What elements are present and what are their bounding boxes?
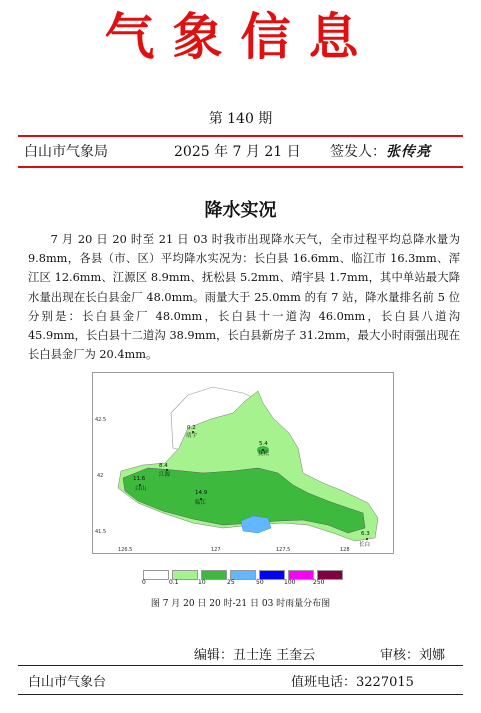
station-dot	[200, 498, 202, 500]
station-value: 5.4	[259, 441, 268, 447]
signer	[330, 141, 431, 161]
lat-tick: 42.5	[95, 417, 107, 423]
lon-tick: 127.5	[276, 547, 291, 553]
lon-tick: 126.5	[118, 547, 133, 553]
signer-label: 签发人：	[330, 144, 386, 160]
footer-divider-top	[18, 665, 463, 666]
station-dot	[166, 469, 168, 471]
legend-tick: 250	[313, 579, 325, 586]
lat-tick: 42	[97, 473, 104, 479]
footer-divider-bottom	[18, 694, 463, 695]
station-name: 抚松	[258, 451, 270, 457]
station-dot	[262, 449, 264, 451]
legend-tick: 50	[256, 579, 264, 586]
legend-tick: 25	[227, 579, 235, 586]
station-value: 0.2	[187, 425, 196, 431]
station-name: 白山	[135, 486, 147, 492]
issue-number: 第 140 期	[208, 111, 273, 127]
header-divider-bottom	[18, 166, 463, 168]
legend-tick: 0.1	[169, 579, 179, 586]
legend-tick: 10	[198, 579, 206, 586]
section-title: 降水实况	[204, 200, 277, 221]
header-divider-top	[18, 135, 463, 137]
issue-date: 2025 年 7 月 21 日	[174, 144, 301, 160]
station-dot	[366, 538, 368, 540]
footer-org: 白山市气象台	[28, 675, 107, 690]
body-paragraph: 7 月 20 日 20 时至 21 日 03 时我市出现降水天气，全市过程平均总降水量为 9.8mm，各县（市、区）平均降水实况为：长白县 16.6mm、临江市 16.3mm、浑江区 12.6mm、江源区 8.9mm、抚松县 5.2mm、靖宇县 1.7mm，其中单站最大降水量出现在长白县金厂 48.0mm。雨量大于 25.0mm 的有 7 站，降水量排名前 5 位分别是：长白县金厂 48.0mm，长白县十一道沟 46.0mm，长白县八道沟 45.9mm，长白县十二道沟 38.9mm，长白县新房子 31.2mm，最大小时雨强出现在长白县金厂为 20.4mm。	[28, 233, 460, 362]
rainfall-map-svg	[93, 373, 393, 553]
station-dot	[139, 484, 141, 486]
duty-phone: 值班电话：3227015	[291, 675, 414, 690]
lon-tick: 128	[340, 547, 350, 553]
station-value: 14.9	[195, 490, 208, 496]
station-name: 长白	[359, 542, 371, 548]
issuing-org: 白山市气象局	[24, 144, 108, 160]
station-dot	[192, 431, 194, 433]
rainfall-map	[92, 372, 394, 554]
masthead-title: 气象信息	[104, 7, 377, 66]
lat-tick: 41.5	[95, 529, 107, 535]
station-value: 8.4	[159, 463, 168, 469]
map-caption: 图 7 月 20 日 20 时-21 日 03 时雨量分布图	[150, 599, 331, 609]
reviewer: 审核：刘娜	[380, 648, 446, 663]
station-name: 临江	[195, 500, 207, 506]
station-name: 江源	[159, 472, 171, 478]
lon-tick: 127	[211, 547, 221, 553]
station-value: 11.6	[133, 476, 146, 482]
station-value: 6.3	[361, 531, 370, 537]
editors: 编辑：丑士连 王奎云	[194, 648, 316, 663]
signer-name: 张传亮	[386, 144, 431, 160]
legend-tick: 100	[284, 579, 296, 586]
station-name: 靖宇	[186, 433, 198, 439]
legend-tick: 0	[142, 579, 146, 586]
